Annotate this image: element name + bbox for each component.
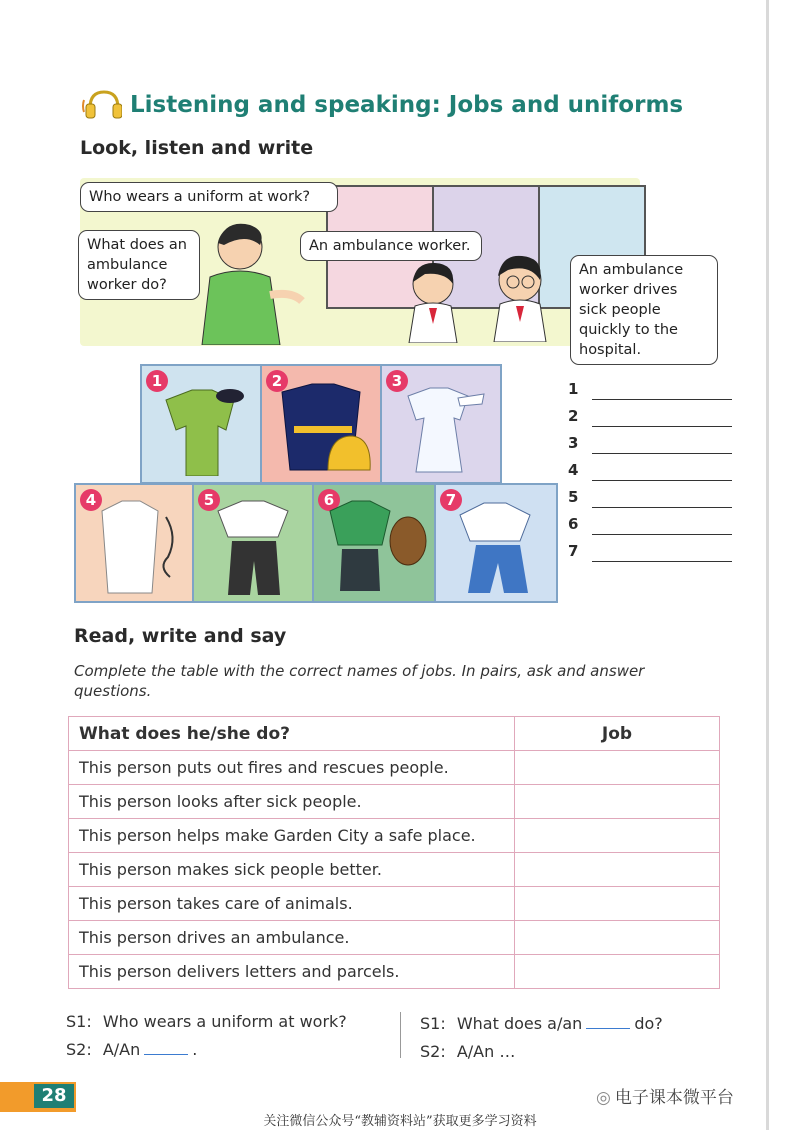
answer-number-2: 2 — [568, 407, 579, 425]
picture-panel-1 — [140, 364, 262, 484]
job-answer-cell[interactable] — [515, 921, 720, 955]
job-answer-cell[interactable] — [515, 819, 720, 853]
activity-cell: This person puts out fires and rescues people. — [69, 751, 515, 785]
answer-line-3[interactable] — [592, 452, 732, 454]
picture-number-7: 7 — [440, 489, 462, 511]
table-row — [69, 819, 720, 853]
column-header-activity: What does he/she do? — [69, 717, 515, 751]
police-uniform-icon — [208, 497, 300, 597]
picture-panel-2 — [260, 364, 382, 484]
watermark-text: 电子课本微平台 — [614, 1088, 734, 1108]
page-edge — [766, 0, 769, 1130]
speech-bubble-answer: An ambulance worker. — [300, 231, 482, 261]
page-number: 28 — [34, 1084, 74, 1108]
answer-line-5[interactable] — [592, 506, 732, 508]
table-header-row — [69, 717, 720, 751]
column-header-job: Job — [515, 717, 720, 751]
speaker-label: S2: — [420, 1042, 446, 1061]
activity-cell: This person helps make Garden City a safe place. — [69, 819, 515, 853]
answer-number-4: 4 — [568, 461, 579, 479]
answer-line-6[interactable] — [592, 533, 732, 535]
job-answer-cell[interactable] — [515, 853, 720, 887]
activity-cell: This person looks after sick people. — [69, 785, 515, 819]
dialog-text: A/An … — [456, 1042, 516, 1061]
job-answer-cell[interactable] — [515, 785, 720, 819]
doctor-coat-icon — [88, 497, 184, 597]
speaker-label: S2: — [66, 1040, 92, 1059]
wechat-icon: ◎ — [596, 1088, 611, 1108]
table-row — [69, 853, 720, 887]
dialog-divider — [400, 1012, 401, 1058]
dialog-text-end: do? — [634, 1014, 663, 1033]
section-heading-read: Read, write and say — [74, 625, 287, 647]
picture-number-6: 6 — [318, 489, 340, 511]
dialog-text-end: . — [192, 1040, 198, 1059]
speech-bubble-question: Who wears a uniform at work? — [80, 182, 338, 212]
activity-cell: This person makes sick people better. — [69, 853, 515, 887]
picture-number-2: 2 — [266, 370, 288, 392]
table-row — [69, 751, 720, 785]
picture-number-3: 3 — [386, 370, 408, 392]
nurse-uniform-icon — [396, 380, 488, 476]
picture-number-1: 1 — [146, 370, 168, 392]
soldier-uniform-icon — [156, 380, 248, 476]
ambulance-worker-uniform-icon — [450, 497, 546, 597]
picture-panel-7 — [434, 483, 558, 603]
footer-note: 关注微信公众号“教辅资料站”获取更多学习资料 — [263, 1114, 537, 1129]
speech-bubble-explanation: An ambulance worker drives sick people quickly to the hospital. — [570, 255, 718, 365]
firefighter-uniform-icon — [272, 380, 372, 476]
dialog-text: Who wears a uniform at work? — [102, 1012, 347, 1031]
fill-blank[interactable] — [586, 1028, 630, 1029]
dialog-left-s1 — [66, 1012, 347, 1031]
answer-line-4[interactable] — [592, 479, 732, 481]
instructions-text: Complete the table with the correct names of jobs. In pairs, ask and answer questions. — [74, 662, 645, 700]
dialog-right-s1 — [420, 1014, 663, 1033]
picture-panel-5 — [192, 483, 314, 603]
jobs-table — [68, 716, 720, 989]
answer-number-7: 7 — [568, 542, 579, 560]
activity-cell: This person delivers letters and parcels. — [69, 955, 515, 989]
picture-panel-4 — [74, 483, 194, 603]
girl-figure — [395, 258, 470, 343]
section-heading-listen: Look, listen and write — [80, 137, 314, 159]
watermark — [596, 1083, 734, 1108]
speech-bubble-ambulance-question: What does an ambulance worker do? — [78, 230, 200, 300]
answer-line-1[interactable] — [592, 398, 732, 400]
answer-number-3: 3 — [568, 434, 579, 452]
table-row — [69, 955, 720, 989]
page-title: Listening and speaking: Jobs and uniforms — [130, 92, 684, 118]
speaker-label: S1: — [66, 1012, 92, 1031]
postman-uniform-icon — [324, 495, 428, 595]
activity-cell: This person takes care of animals. — [69, 887, 515, 921]
answer-number-6: 6 — [568, 515, 579, 533]
job-answer-cell[interactable] — [515, 887, 720, 921]
answer-number-1: 1 — [568, 380, 579, 398]
dialog-right-s2 — [420, 1042, 515, 1061]
answer-line-7[interactable] — [592, 560, 732, 562]
picture-number-5: 5 — [198, 489, 220, 511]
dialog-text: What does a/an — [456, 1014, 583, 1033]
picture-number-4: 4 — [80, 489, 102, 511]
activity-cell: This person drives an ambulance. — [69, 921, 515, 955]
fill-blank[interactable] — [144, 1054, 188, 1055]
picture-panel-6 — [312, 483, 436, 603]
job-answer-cell[interactable] — [515, 955, 720, 989]
answer-line-2[interactable] — [592, 425, 732, 427]
picture-panel-3 — [380, 364, 502, 484]
table-row — [69, 887, 720, 921]
dialog-text: A/An — [102, 1040, 141, 1059]
table-row — [69, 921, 720, 955]
headphones-icon — [82, 86, 122, 122]
job-answer-cell[interactable] — [515, 751, 720, 785]
answer-number-5: 5 — [568, 488, 579, 506]
speaker-label: S1: — [420, 1014, 446, 1033]
boy-figure — [480, 250, 560, 342]
table-row — [69, 785, 720, 819]
dialog-left-s2 — [66, 1040, 197, 1059]
